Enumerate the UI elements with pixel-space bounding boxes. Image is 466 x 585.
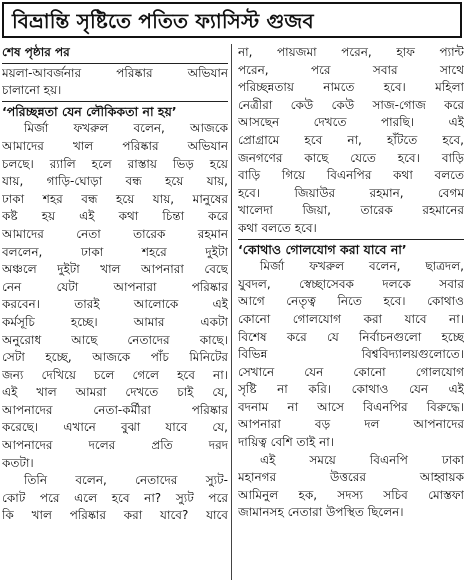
subhead: ‘পরিচ্ছন্নতা যেন লৌকিকতা না হয়’ <box>2 103 177 119</box>
subhead-rule <box>2 101 228 102</box>
text-line: বদনাম না আসে বিএনপির বিরুদ্ধে। <box>238 399 464 414</box>
text-line: কোনো গোলযোগ করা যাবে না। <box>238 311 464 326</box>
continued-label: শেষ পৃষ্ঠার পর <box>2 45 70 59</box>
text-line: যুবদল, স্বেচ্ছাসেবক দলকে সবার <box>238 276 464 291</box>
left-paragraph-a <box>2 65 228 100</box>
text-line: ঢাকা শহর বন্ধ হয়ে যায়, মানুষের <box>2 191 228 206</box>
text-line: দায়িত্ব বেশি তাই না। <box>238 435 335 450</box>
text-line: কর্মসূচি হচ্ছে। আমার একটা <box>2 314 228 329</box>
text-line: তিনি বলেন, নেতাদের স্যুট- <box>24 473 228 488</box>
right-paragraph-b <box>238 258 464 452</box>
text-line: সেখানে যেন কোনো গোলযোগ <box>238 364 464 379</box>
text-line: কি খাল পরিষ্কার করা যাবে? যাবে <box>2 508 228 523</box>
text-line: মির্জা ফখরুল বলেন, ছাত্রদল, <box>260 259 464 274</box>
right-column <box>238 44 464 582</box>
right-paragraph-c <box>238 452 464 522</box>
subhead-rule <box>238 239 464 240</box>
text-line: না, পায়জমা পরেন, হাফ প্যান্ট <box>238 45 464 59</box>
text-line: এই সময়ে বিএনপি ঢাকা <box>260 452 464 467</box>
text-line: যায়, গাড়ি-ঘোড়া বন্ধ হয়ে যায়, <box>2 174 228 189</box>
continued-rule <box>2 63 228 64</box>
text-line: অনুরোধ আছে নেতাদের কাছে। <box>2 332 228 347</box>
headline-box <box>2 2 462 38</box>
text-line: পরেন, পরে সবার সাথে <box>238 62 464 77</box>
left-column <box>2 44 228 582</box>
text-line: নেত্রীরা কেউ কেউ সাজ-গোজ করে <box>238 97 464 112</box>
text-line: হবে। জিয়াউর রহমান, বেগম <box>238 185 464 200</box>
subhead: ‘কোথাও গোলযোগ করা যাবে না’ <box>238 241 407 257</box>
text-line: করবেন। তারই আলোকে এই <box>2 297 228 312</box>
text-line: বিশেষ করে যে নির্বাচনগুলো হচ্ছে <box>238 329 464 344</box>
text-line: আগে নেতৃত্ব নিতে হবে। কোথাও <box>238 294 464 309</box>
text-line: সৃষ্টি না করি। কোথাও যেন এই <box>238 382 464 397</box>
text-line: চালানো হয়। <box>2 83 62 98</box>
text-line: কষ্ট হয় এই কথা চিন্তা করে <box>2 209 228 224</box>
text-line: কথা বলতে হবে। <box>238 220 317 235</box>
text-line: খালেদা জিয়া, তারেক রহমানের <box>238 203 464 218</box>
text-line: নেন যেটা আপনারা পরিষ্কার <box>2 279 228 294</box>
text-line: বাড়ি গিয়ে বিএনপির কথা বলতে <box>238 168 464 183</box>
text-line: মির্জা ফখরুল বলেন, আজকে <box>24 121 228 136</box>
text-line: প্রোগ্রামে হবে না, হাঁটতে হবে, <box>238 132 464 147</box>
text-line: করেছে। এখানে বুঝা যাবে যে, <box>2 420 228 435</box>
text-line: জামানসহ নেতারা উপস্থিত ছিলেন। <box>238 505 404 520</box>
left-paragraph-b <box>2 120 228 472</box>
text-line: জন্য দেখিয়ে চলে গেলে হবে না। <box>2 367 228 382</box>
text-line: আমিনুল হক, সদস্য সচিব মোস্তফা <box>238 487 464 502</box>
text-line: মহানগর উত্তরের আহ্বায়ক <box>238 470 464 485</box>
text-line: আসছেন দেখতে পারছি। এই <box>238 115 464 130</box>
text-line: এই খাল আমরা দেখতে চাই যে, <box>2 385 228 400</box>
column-divider <box>231 44 232 580</box>
text-line: পরিচ্ছন্নতায় নামতে হবে। মহিলা <box>238 80 464 95</box>
text-line: অঞ্চলে দুইটা খাল আপনারা বেছে <box>2 262 228 277</box>
text-line: কোট পরে এলে হবে না? স্যুট পরে <box>2 490 228 505</box>
text-line: কতটা। <box>2 455 34 470</box>
text-line: ময়লা-আবর্জনার পরিষ্কার অভিযান <box>2 65 228 80</box>
text-line: বিভিন্ন বিশ্ববিদ্যালয়গুলোতে। <box>238 347 464 362</box>
right-paragraph-a <box>238 44 464 238</box>
text-line: আমাদের নেতা তারেক রহমান <box>2 226 228 241</box>
text-line: সেটা হচ্ছে, আজকে পাঁচ মিনিটের <box>2 350 228 365</box>
text-line: চলছে। র‍্যালি হলে রাস্তায় ভিড় হয়ে <box>2 156 228 171</box>
text-line: আমাদের খাল পরিষ্কার অভিযান <box>2 138 228 153</box>
text-line: বললেন, ঢাকা শহরে দুইটা <box>2 244 228 259</box>
text-line: আপনারা বড় দল আপনাদের <box>238 417 464 432</box>
text-line: জনগণের কাছে যেতে হবে। বাড়ি <box>238 150 464 165</box>
text-line: আপনাদের দলের প্রতি দরদ <box>2 438 228 453</box>
headline: বিভ্রান্তি সৃষ্টিতে পতিত ফ্যাসিস্ট গুজব <box>12 9 314 33</box>
left-paragraph-c <box>2 472 228 525</box>
text-line: আপনাদের নেতা-কর্মীরা পরিষ্কার <box>2 402 228 417</box>
